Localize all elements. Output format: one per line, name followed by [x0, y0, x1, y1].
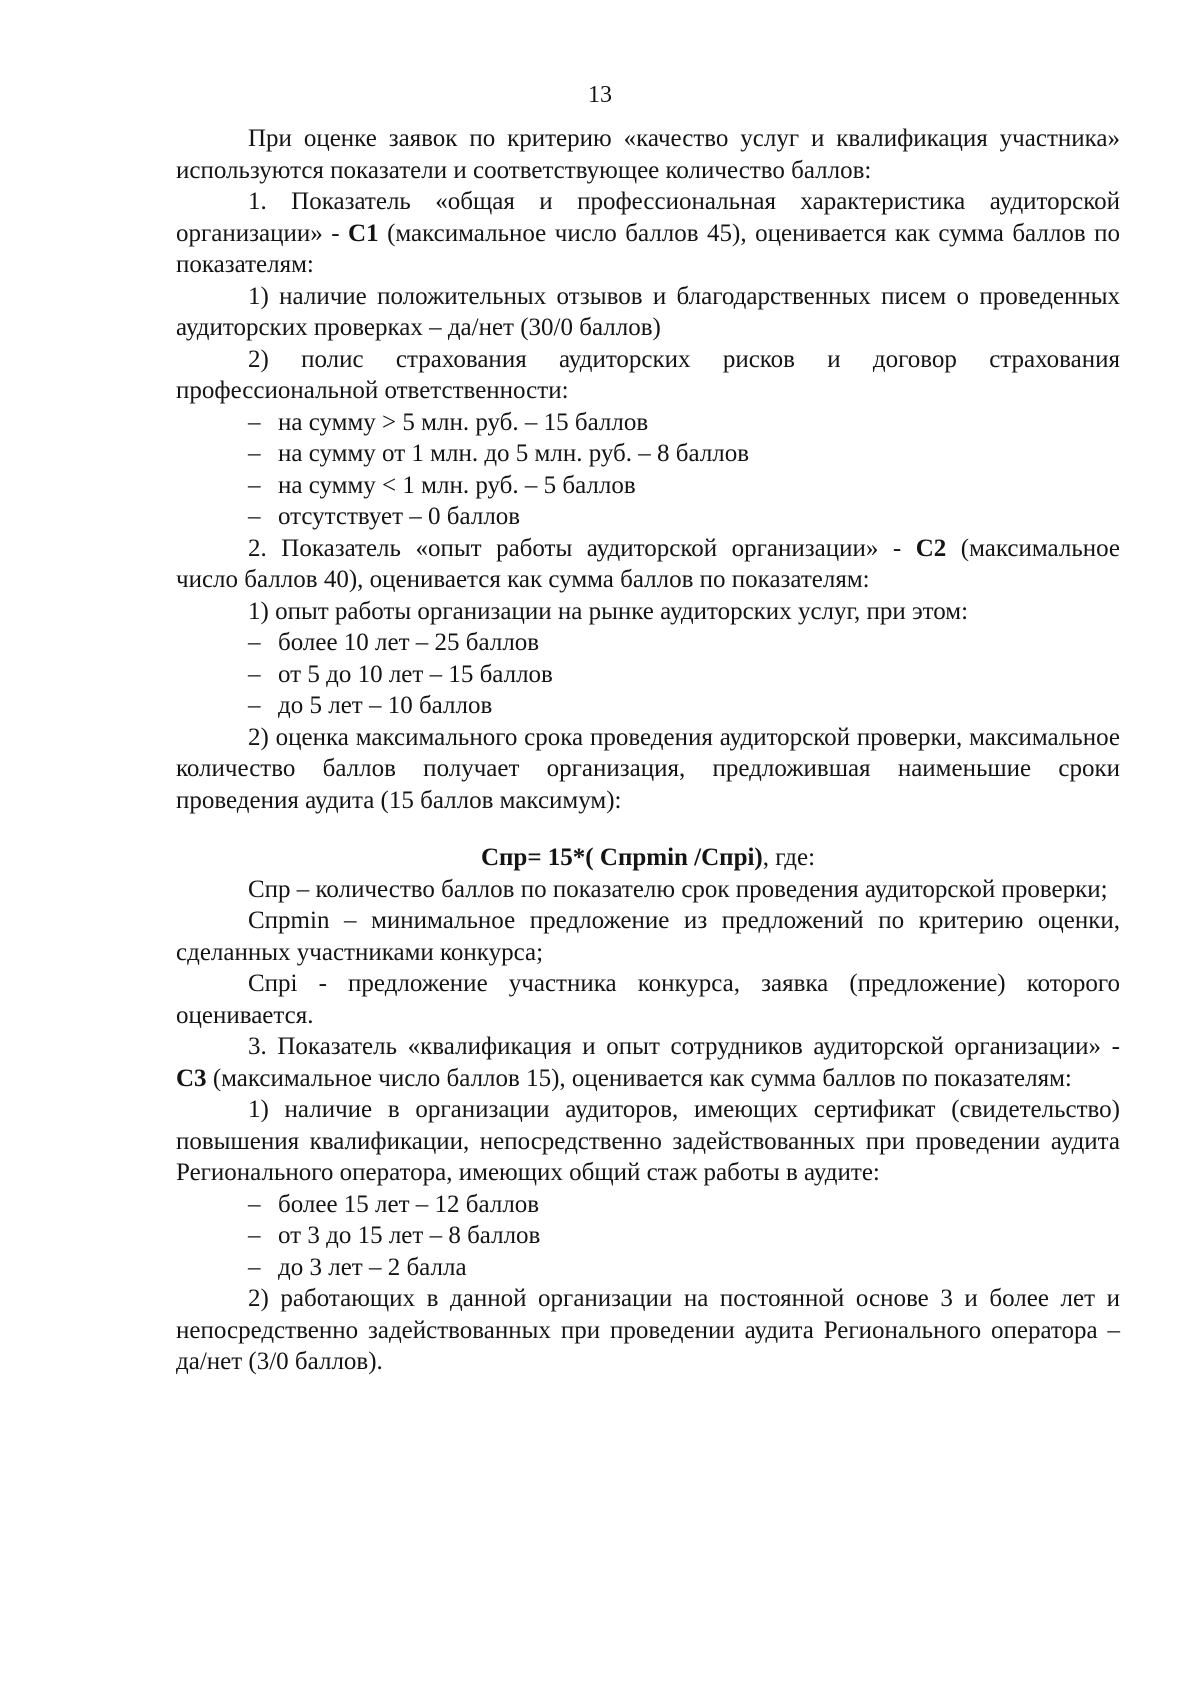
dash-marker: –	[248, 1222, 261, 1249]
dash-marker: –	[248, 503, 261, 530]
page-number: 13	[588, 82, 612, 108]
definition-sprmin: Спрmin – минимальное предложение из предложений по критерию оценки, сделанных участниками конкурса;	[176, 907, 1120, 966]
c3-bullet-text: более 15 лет – 12 баллов	[278, 1190, 540, 1218]
formula-tail: , где:	[762, 844, 816, 871]
c3-prefix: 3. Показатель «квалификация и опыт сотрудников аудиторской организации» -	[248, 1033, 1120, 1060]
c1-bullet-text: отсутствует – 0 баллов	[278, 503, 521, 530]
document-body	[176, 123, 1120, 1378]
c1-paragraph	[176, 186, 1120, 281]
c1-bullet	[176, 501, 1120, 533]
dash-marker: –	[248, 629, 261, 656]
c3-item-2: 2) работающих в данной организации на постоянной основе 3 и более лет и непосредственно задействованных при проведении аудита Регионального оператора – да/нет (3/0 баллов).	[176, 1285, 1120, 1375]
c1-bullet-text: на сумму < 1 млн. руб. – 5 баллов	[278, 471, 636, 499]
c2-bullet	[176, 659, 1120, 691]
c2-item-2: 2) оценка максимального срока проведения аудиторской проверки, максимальное количество баллов получает организация, предложившая наименьшие сроки проведения аудита (15 баллов максимум):	[176, 723, 1120, 814]
c3-item-1: 1) наличие в организации аудиторов, имеющих сертификат (свидетельство) повышения квалификации, непосредственно задействованных при проведении аудита Регионального оператора, имеющих общий стаж работы в аудите:	[176, 1096, 1120, 1186]
c1-bullet	[176, 407, 1120, 439]
formula-expression: Спр= 15*( Спрmin /Спрi)	[480, 844, 763, 871]
c3-bullet-text: от 3 до 15 лет – 8 баллов	[278, 1222, 541, 1249]
c3-suffix: (максимальное число баллов 15), оценивается как сумма баллов по показателям:	[206, 1064, 1072, 1092]
c3-bullet	[176, 1189, 1120, 1221]
c3-code: С3	[176, 1064, 207, 1092]
c2-bullet	[176, 690, 1120, 722]
c2-item-1: 1) опыт работы организации на рынке аудиторских услуг, при этом:	[248, 597, 969, 625]
c1-suffix: (максимальное число баллов 45), оценивается как сумма баллов по показателям:	[176, 219, 1120, 278]
c1-prefix: 1. Показатель «общая и профессиональная характеристика аудиторской организации» -	[176, 188, 1120, 247]
c1-bullet-text: на сумму > 5 млн. руб. – 15 баллов	[278, 408, 649, 436]
c2-code: С2	[915, 534, 947, 562]
c2-bullet-text: от 5 до 10 лет – 15 баллов	[278, 660, 553, 688]
c2-prefix: 2. Показатель «опыт работы аудиторской организации» -	[248, 534, 916, 562]
c1-bullet-text: на сумму от 1 млн. до 5 млн. руб. – 8 баллов	[278, 440, 750, 467]
c1-bullet	[176, 470, 1120, 502]
c1-code: С1	[348, 219, 379, 247]
formula	[176, 842, 1120, 874]
c1-item-2: 2) полис страхования аудиторских рисков и договор страхования профессиональной ответственности:	[176, 345, 1120, 404]
dash-marker: –	[248, 1190, 261, 1218]
c2-suffix: (максимальное число баллов 40), оценивается как сумма баллов по показателям:	[176, 534, 1120, 593]
c1-item-1: 1) наличие положительных отзывов и благодарственных писем о проведенных аудиторских проверках – да/нет (30/0 баллов)	[176, 282, 1120, 341]
dash-marker: –	[248, 1253, 261, 1281]
c2-bullet-text: более 10 лет – 25 баллов	[278, 629, 540, 656]
c3-bullet	[176, 1252, 1120, 1284]
c3-bullet	[176, 1220, 1120, 1252]
dash-marker: –	[248, 440, 261, 467]
c3-paragraph	[176, 1031, 1120, 1094]
c2-bullet	[176, 627, 1120, 659]
dash-marker: –	[248, 660, 261, 688]
c2-paragraph	[176, 533, 1120, 596]
c2-bullet-text: до 5 лет – 10 баллов	[278, 692, 493, 719]
definition-spri: Спрi - предложение участника конкурса, заявка (предложение) которого оценивается.	[176, 970, 1120, 1029]
dash-marker: –	[248, 471, 261, 499]
c1-bullet	[176, 438, 1120, 470]
dash-marker: –	[248, 692, 261, 719]
c3-bullet-text: до 3 лет – 2 балла	[278, 1253, 467, 1281]
dash-marker: –	[248, 408, 261, 436]
definition-spr: Спр – количество баллов по показателю срок проведения аудиторской проверки;	[248, 875, 1108, 903]
intro-paragraph: При оценке заявок по критерию «качество услуг и квалификация участника» используются показатели и соответствующее количество баллов:	[176, 125, 1120, 184]
